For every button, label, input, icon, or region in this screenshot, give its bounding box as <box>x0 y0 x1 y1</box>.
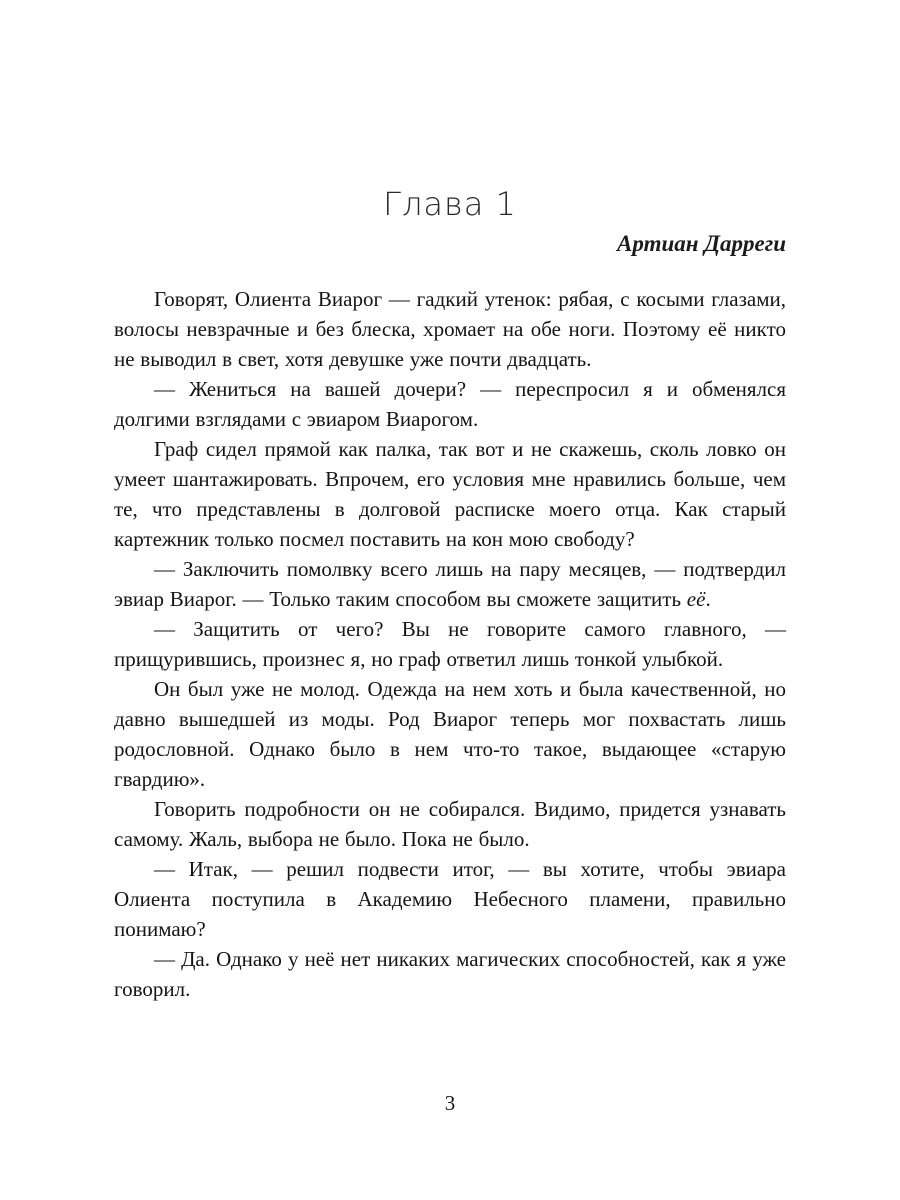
paragraph: Он был уже не молод. Одежда на нем хоть и была качественной, но давно вышедшей из моды. Род Виарог теперь мог похвастать лишь родословной. Однако было в нем что-то такое, выдающее «старую гвардию». <box>114 677 786 791</box>
paragraph: Говорить подробности он не собирался. Видимо, придется узнавать самому. Жаль, выбора не было. Пока не было. <box>114 797 786 851</box>
paragraph-text: . <box>705 587 711 611</box>
paragraph: Граф сидел прямой как палка, так вот и не скажешь, сколь ловко он умеет шантажировать. Впрочем, его условия мне нравились больше, чем те, что представлены в долговой расписке моего отца. Как старый картежник только посмел поставить на кон мою свободу? <box>114 437 786 551</box>
author-line: Артиан Дарреги <box>617 231 786 256</box>
paragraph: — Да. Однако у неё нет никаких магических способностей, как я уже говорил. <box>114 947 786 1001</box>
page-number: 3 <box>444 1091 456 1115</box>
paragraph-text: — Заключить помолвку всего лишь на пару месяцев, — подтвердил эвиар Виарог. — Только таким способом вы сможете защитить <box>114 557 786 611</box>
paragraph: Говорят, Олиента Виарог — гадкий утенок: рябая, с косыми глазами, волосы невзрачные и без блеска, хромает на обе ноги. Поэтому её никто не выводил в свет, хотя девушке уже почти двадцать. <box>114 287 786 371</box>
page-content <box>114 0 786 1004</box>
paragraph: — Жениться на вашей дочери? — переспросил я и обменялся долгими взглядами с эвиаром Виарогом. <box>114 377 786 431</box>
body-text <box>114 284 786 1004</box>
chapter-title: Глава 1 <box>383 185 517 223</box>
paragraph: — Итак, — решил подвести итог, — вы хотите, чтобы эвиара Олиента поступила в Академию Небесного пламени, правильно понимаю? <box>114 857 786 941</box>
paragraph: — Защитить от чего? Вы не говорите самого главного, — прищурившись, произнес я, но граф ответил лишь тонкой улыбкой. <box>114 617 786 671</box>
paragraph <box>114 554 786 614</box>
emphasized-word: её <box>686 587 706 611</box>
